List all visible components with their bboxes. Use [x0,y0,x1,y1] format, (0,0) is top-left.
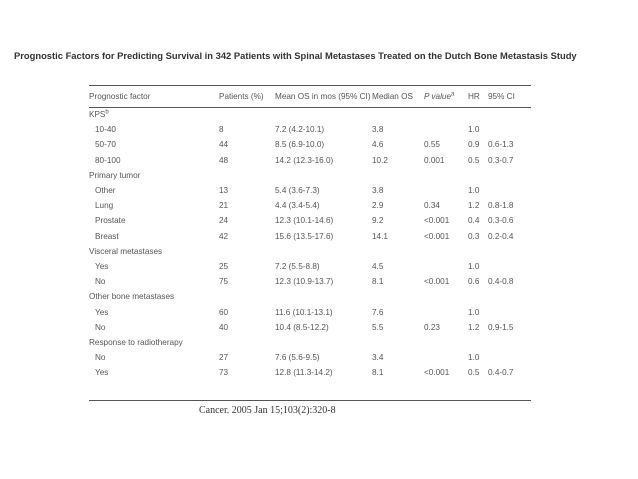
cell-factor: Yes [95,368,109,378]
cell-p-value [424,183,468,198]
table-row [89,350,518,365]
cell-median-os: 3.8 [372,186,384,196]
cell-median-os: 2.9 [372,201,384,211]
cell-ci: 0.3-0.7 [488,155,514,165]
cell-mean-os: 12.3 (10.1-14.6) [275,216,334,226]
cell-factor: No [95,353,106,363]
cell-ci: 0.9-1.5 [488,322,514,332]
group-row [89,168,518,183]
group-label: KPS$^b$ [89,109,109,120]
cell-ci: 0.2-0.4 [488,231,514,241]
group-row [89,289,518,304]
table-row [89,304,518,319]
cell-factor: No [95,277,106,287]
cell-hr: 1.2 [468,322,480,332]
cell-patients: 8 [219,125,224,135]
cell-mean-os: 4.4 (3.4-5.4) [275,201,320,211]
cell-patients: 48 [219,155,229,165]
cell-mean-os: 7.2 (5.5-8.8) [275,261,320,271]
table-row [89,274,518,289]
cell-mean-os: 5.4 (3.6-7.3) [275,186,320,196]
cell-median-os: 4.6 [372,140,384,150]
cell-ci [488,350,518,365]
cell-ci: 0.8-1.8 [488,201,514,211]
cell-p-value: <0.001 [424,277,450,287]
cell-mean-os: 12.8 (11.3-14.2) [275,368,333,378]
cell-ci [488,304,518,319]
group-row [89,335,518,350]
cell-hr: 0.9 [468,140,480,150]
cell-ci: 0.4-0.7 [488,368,514,378]
group-label: Response to radiotherapy [89,337,183,347]
cell-ci: 0.6-1.3 [488,140,514,150]
cell-median-os: 10.2 [372,155,388,165]
cell-ci: 0.3-0.6 [488,216,514,226]
table-row [89,320,518,335]
cell-p-value: 0.001 [424,155,445,165]
cell-hr: 1.0 [468,353,480,363]
cell-mean-os: 15.6 (13.5-17.6) [275,231,334,241]
cell-factor: Breast [95,231,119,241]
cell-factor: 10-40 [95,125,116,135]
cell-patients: 42 [219,231,229,241]
cell-ci [488,259,518,274]
cell-factor: Prostate [95,216,126,226]
header-ci: 95% CI [488,92,515,101]
cell-p-value: <0.001 [424,216,450,226]
cell-ci [488,183,518,198]
cell-mean-os: 12.3 (10.9-13.7) [275,277,334,287]
cell-hr: 0.5 [468,155,480,165]
cell-mean-os: 7.6 (5.6-9.5) [275,353,320,363]
citation: Cancer. 2005 Jan 15;103(2):320-8 [199,405,336,416]
cell-ci: 0.4-0.8 [488,277,514,287]
table-row [89,229,518,244]
cell-patients: 40 [219,322,229,332]
cell-mean-os: 10.4 (8.5-12.2) [275,322,329,332]
cell-hr: 1.0 [468,186,480,196]
group-row [89,107,518,122]
cell-p-value [424,304,468,319]
cell-patients: 75 [219,277,229,287]
header-factor: Prognostic factor [89,92,151,101]
cell-median-os: 8.1 [372,277,384,287]
cell-hr: 0.3 [468,231,480,241]
cell-factor: Yes [95,307,109,317]
cell-p-value: 0.34 [424,201,440,211]
cell-median-os: 3.4 [372,353,384,363]
cell-hr: 0.6 [468,277,480,287]
cell-factor: No [95,322,106,332]
cell-hr: 1.2 [468,201,480,211]
table-title: Prognostic Factors for Predicting Survival in 342 Patients with Spinal Metastases Treated on the Dutch Bone Metastasis Study [14,50,577,61]
cell-p-value [424,350,468,365]
cell-factor: Yes [95,261,109,271]
cell-p-value: 0.55 [424,140,440,150]
cell-patients: 27 [219,353,229,363]
cell-patients: 73 [219,368,229,378]
cell-hr: 1.0 [468,261,480,271]
cell-patients: 60 [219,307,229,317]
cell-median-os: 8.1 [372,368,384,378]
cell-hr: 1.0 [468,307,480,317]
cell-patients: 24 [219,216,229,226]
cell-mean-os: 14.2 (12.3-16.0) [275,155,334,165]
table-row [89,259,518,274]
table-row [89,183,518,198]
cell-p-value: 0.23 [424,322,440,332]
cell-mean-os: 11.6 (10.1-13.1) [275,307,333,317]
table-row [89,137,518,152]
cell-median-os: 14.1 [372,231,388,241]
header-p-value: P value$^a$ [424,91,455,101]
header-row [89,86,518,107]
table-row [89,153,518,168]
group-row [89,244,518,259]
cell-hr: 1.0 [468,125,480,135]
cell-median-os: 5.5 [372,322,384,332]
header-patients: Patients (%) [219,92,264,101]
cell-patients: 44 [219,140,229,150]
prognostic-table [89,86,518,380]
table-row [89,122,518,137]
cell-patients: 13 [219,186,229,196]
cell-median-os: 4.5 [372,261,384,271]
bottom-rule [89,400,531,401]
cell-p-value: <0.001 [424,368,450,378]
cell-median-os: 9.2 [372,216,384,226]
group-label: Visceral metastases [89,246,163,256]
cell-patients: 25 [219,261,229,271]
cell-factor: Other [95,186,116,196]
cell-factor: Lung [95,201,114,211]
table-row [89,198,518,213]
group-label: Other bone metastases [89,292,175,302]
cell-factor: 80-100 [95,155,121,165]
cell-mean-os: 7.2 (4.2-10.1) [275,125,325,135]
cell-p-value [424,259,468,274]
group-label: Primary tumor [89,170,141,180]
cell-median-os: 7.6 [372,307,384,317]
cell-ci [488,122,518,137]
cell-patients: 21 [219,201,229,211]
cell-mean-os: 8.5 (6.9-10.0) [275,140,325,150]
cell-median-os: 3.8 [372,125,384,135]
header-median-os: Median OS [372,92,413,101]
cell-factor: 50-70 [95,140,116,150]
cell-hr: 0.5 [468,368,480,378]
header-mean-os: Mean OS in mos (95% CI) [275,92,371,101]
header-hr: HR [468,92,480,101]
table-row [89,365,518,380]
table-row [89,213,518,228]
cell-p-value: <0.001 [424,231,450,241]
cell-p-value [424,122,468,137]
cell-hr: 0.4 [468,216,480,226]
